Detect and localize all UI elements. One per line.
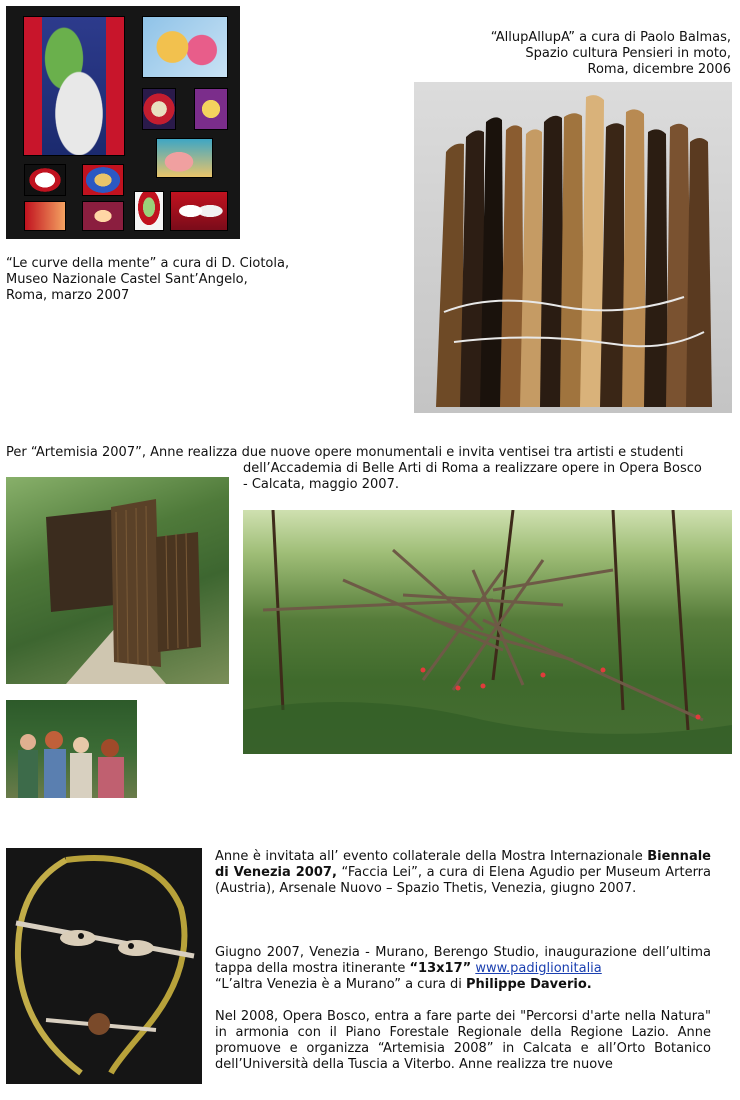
painting-figures [156, 138, 213, 178]
caption-allup [420, 30, 731, 78]
caption-allup-line2: Spazio cultura Pensieri in moto, [525, 46, 731, 61]
murano-p2-bold: “13x17” [409, 961, 472, 976]
painting-small-4 [82, 164, 124, 196]
caption-curve-line3: Roma, marzo 2007 [6, 288, 130, 303]
wooden-fence-photo [6, 477, 229, 684]
opera-bosco-paragraph: Nel 2008, Opera Bosco, entra a fare parte dei "Percorsi d'arte nella Natura" in armonia con il Piano Forestale Regionale della Regione Lazio. Anne promuove e organizza “Artemisia 2008” in Calcata e all’Orto Botanico dell’Università della Tuscia a Viterbo. Anne realizza tre nuove [215, 1009, 711, 1072]
wooden-fence-drawing [6, 477, 229, 684]
murano-p2-text: Giugno 2007, Venezia - Murano, Berengo Studio, inaugurazione dell’ultima tappa della mostra itinerante [215, 945, 711, 976]
painting-large [23, 16, 125, 156]
biennale-p1-text: Anne è invitata all’ evento collaterale della Mostra Internazionale [215, 849, 648, 864]
caption-allup-line1: “AllupAllupA” a cura di Paolo Balmas, [490, 30, 731, 45]
caption-curve [6, 256, 306, 304]
artemisia-line3: - Calcata, maggio 2007. [243, 477, 399, 492]
artemisia-line1: Per “Artemisia 2007”, Anne realizza due nuove opere monumentali e invita ventisei tra artisti e studenti [6, 445, 684, 460]
murano-paragraph [215, 945, 711, 993]
murano-p2-curator: “L’altra Venezia è a Murano” a cura di [215, 977, 466, 992]
painting-small-2 [194, 88, 228, 130]
painting-small-3 [24, 164, 66, 196]
painting-small-7 [134, 191, 164, 231]
branch-installation-photo [243, 510, 732, 754]
hoop-sculpture-photo [6, 848, 202, 1084]
wooden-boards-drawing [414, 82, 732, 413]
caption-allup-line3: Roma, dicembre 2006 [587, 62, 731, 77]
painting-small-5 [24, 201, 66, 231]
painting-small-8 [170, 191, 228, 231]
visitors-drawing [6, 700, 137, 798]
branch-installation-drawing [243, 510, 732, 754]
visitors-photo [6, 700, 137, 798]
biennale-p1-bold: Biennale di Venezia 2007, [215, 849, 711, 880]
biennale-paragraph [215, 849, 711, 897]
padiglionitalia-link[interactable]: www.padiglionitalia [475, 961, 602, 976]
painting-heads [142, 16, 228, 78]
painting-small-1 [142, 88, 176, 130]
murano-p2-daverio: Philippe Daverio. [466, 977, 592, 992]
hoop-sculpture-drawing [6, 848, 202, 1084]
paintings-collage-image [6, 6, 240, 239]
wooden-boards-sculpture-image [414, 82, 732, 413]
caption-curve-line1: “Le curve della mente” a cura di D. Ciotola, [6, 256, 290, 271]
artemisia-line2: dell’Accademia di Belle Arti di Roma a realizzare opere in Opera Bosco [243, 461, 702, 476]
painting-small-6 [82, 201, 124, 231]
biennale-p1-rest: “Faccia Lei”, a cura di Elena Agudio per Museum Arterra (Austria), Arsenale Nuovo – Spazio Thetis, Venezia, giugno 2007. [215, 865, 711, 896]
caption-curve-line2: Museo Nazionale Castel Sant’Angelo, [6, 272, 248, 287]
